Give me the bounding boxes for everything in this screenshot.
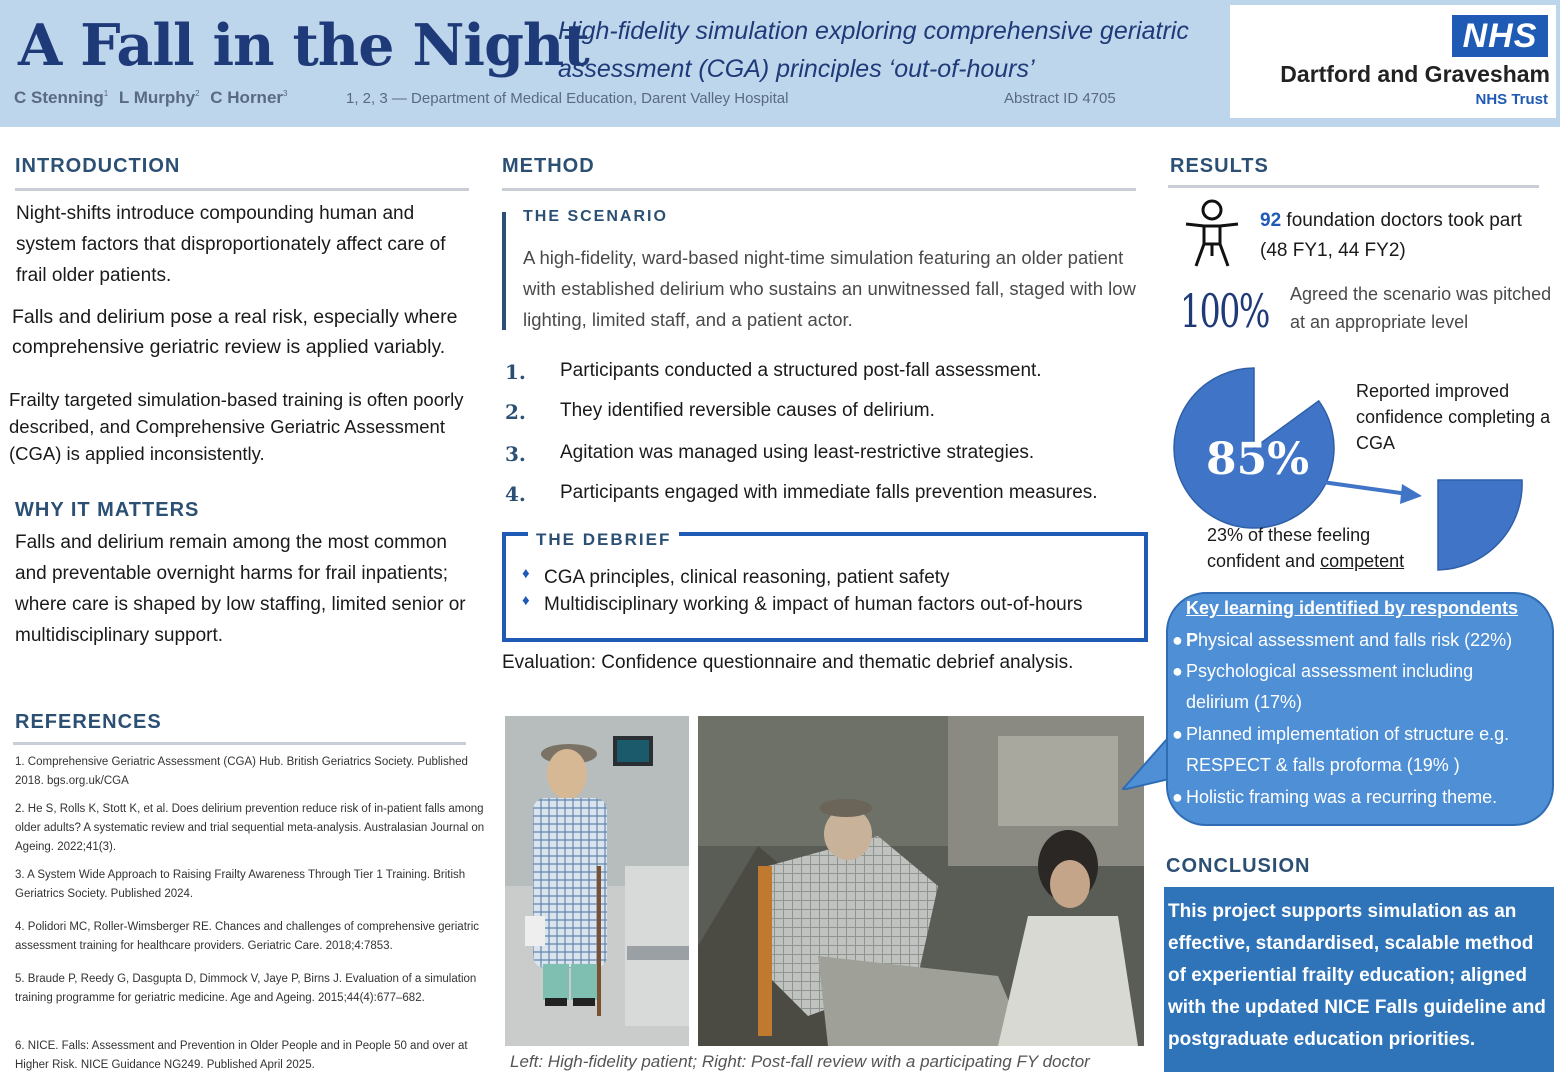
reference-item: 4. Polidori MC, Roller-Wimsberger RE. Chances and challenges of comprehensive geriatric assessment training for healthcare providers. Geriatric Care. 2018;4:7853. bbox=[15, 921, 480, 952]
participants-detail: foundation doctors took part (48 FY1, 44 FY2) bbox=[1260, 210, 1522, 261]
competent-text-link: competent bbox=[1320, 551, 1405, 571]
photo-post-fall-review bbox=[698, 716, 1144, 1046]
key-learning-item: Planned implementation of structure e.g. RESPECT & falls proforma (19% ) bbox=[1186, 724, 1510, 775]
reference-item: 1. Comprehensive Geriatric Assessment (CGA) Hub. British Geriatrics Society. Published 2018. bgs.org.uk/CGA bbox=[15, 756, 468, 787]
step-text: They identified reversible causes of delirium. bbox=[560, 400, 935, 421]
trust-subtitle: NHS Trust bbox=[1475, 91, 1548, 108]
diamond-bullet-icon: ♦ bbox=[522, 565, 530, 582]
method-heading: METHOD bbox=[502, 155, 595, 177]
section-divider bbox=[15, 188, 469, 191]
step-number: 2. bbox=[505, 400, 526, 424]
poster-subtitle: High-fidelity simulation exploring comprehensive geriatric assessment (CGA) principles ‘out-of-hours’ bbox=[558, 17, 1189, 83]
introduction-heading: INTRODUCTION bbox=[15, 155, 181, 177]
intro-paragraph: Frailty targeted simulation-based training is often poorly described, and Comprehensive Geriatric Assessment (CGA) is applied inconsistently. bbox=[9, 389, 464, 464]
key-learning-text: hysical assessment and falls risk (22%) bbox=[1198, 630, 1513, 650]
intro-paragraph: Night-shifts introduce compounding human and system factors that disproportionately affect care of frail older patients. bbox=[16, 203, 446, 286]
key-learning-bold: P bbox=[1186, 630, 1199, 650]
bullet-dot-icon: ● bbox=[1172, 661, 1183, 681]
why-text: Falls and delirium remain among the most common and preventable overnight harms for frail inpatients; where care is shaped by low staffing, limited senior or multidisciplinary support. bbox=[15, 532, 466, 646]
reference-item: 6. NICE. Falls: Assessment and Prevention in Older People and in People 50 and over at Higher Risk. NICE Guidance NG249. Published April 2025. bbox=[15, 1040, 468, 1071]
section-divider bbox=[1168, 185, 1539, 188]
nhs-trust-logo bbox=[1230, 5, 1556, 118]
debrief-item: Multidisciplinary working & impact of human factors out-of-hours bbox=[544, 594, 1083, 615]
bullet-dot-icon: ● bbox=[1172, 724, 1183, 744]
key-learning-item: Holistic framing was a recurring theme. bbox=[1186, 787, 1498, 807]
scenario-heading: THE SCENARIO bbox=[523, 208, 668, 225]
person-icon bbox=[1176, 196, 1248, 270]
author-name: C Stenning bbox=[14, 88, 104, 107]
key-learning-item: Psychological assessment including delirium (17%) bbox=[1186, 661, 1474, 712]
poster-header bbox=[0, 0, 1560, 127]
competent-pie-slice bbox=[1438, 480, 1522, 570]
arrow-head-icon bbox=[1400, 484, 1422, 504]
photo-high-fidelity-patient bbox=[505, 716, 689, 1046]
agreed-text: Agreed the scenario was pitched at an appropriate level bbox=[1290, 284, 1552, 332]
author-name: L Murphy bbox=[118, 88, 196, 107]
step-number: 4. bbox=[505, 482, 526, 506]
bullet-dot-icon: ● bbox=[1172, 630, 1183, 650]
conclusion-text: This project supports simulation as an effective, standardised, scalable method of experiential frailty education; aligned with the updated NICE Falls guideline and postgraduate education priorities. bbox=[1168, 901, 1546, 1050]
key-learning-title: Key learning identified by respondents bbox=[1186, 598, 1519, 618]
competent-text bbox=[1207, 522, 1447, 574]
abstract-id: Abstract ID 4705 bbox=[1004, 90, 1116, 107]
evaluation-text: Evaluation: Confidence questionnaire and thematic debrief analysis. bbox=[502, 652, 1074, 673]
debrief-heading: THE DEBRIEF bbox=[528, 530, 679, 550]
trust-name: Dartford and Gravesham bbox=[1280, 61, 1550, 87]
results-heading: RESULTS bbox=[1170, 155, 1269, 177]
confidence-text: Reported improved confidence completing a CGA bbox=[1356, 381, 1551, 453]
confidence-percentage: 85% bbox=[1206, 434, 1310, 485]
author-list bbox=[14, 88, 293, 108]
key-learning-item bbox=[1186, 625, 1546, 656]
scenario-text: A high-fidelity, ward-based night-time simulation featuring an older patient with established delirium who sustains an unwitnessed fall, staged with low lighting, limited staff, and a patient actor. bbox=[523, 247, 1136, 330]
affiliation: 1, 2, 3 — Department of Medical Education, Darent Valley Hospital bbox=[346, 90, 789, 107]
step-number: 3. bbox=[505, 442, 526, 466]
step-text: Participants engaged with immediate falls prevention measures. bbox=[560, 482, 1098, 503]
debrief-item: CGA principles, clinical reasoning, patient safety bbox=[544, 567, 950, 588]
reference-item: 5. Braude P, Reedy G, Dasgupta D, Dimmock V, Jaye P, Birns J. Evaluation of a simulation training programme for geriatric medicine. Age and Ageing. 2015;44(4):677–682. bbox=[15, 973, 477, 1004]
why-heading: WHY IT MATTERS bbox=[15, 499, 200, 521]
bullet-dot-icon: ● bbox=[1172, 787, 1183, 807]
reference-item: 3. A System Wide Approach to Raising Frailty Awareness Through Tier 1 Training. British Geriatrics Society. Published 2024. bbox=[15, 869, 466, 900]
author-sup: 2 bbox=[195, 89, 200, 99]
photo-caption: Left: High-fidelity patient; Right: Post-fall review with a participating FY doctor bbox=[510, 1052, 1090, 1071]
scenario-accent-bar bbox=[502, 212, 506, 330]
references-heading: REFERENCES bbox=[15, 711, 162, 733]
poster-title: A Fall in the Night bbox=[18, 12, 589, 79]
author-sup: 1 bbox=[103, 89, 109, 99]
reference-item: 2. He S, Rolls K, Stott K, et al. Does delirium prevention reduce risk of in-patient falls among older adults? A systematic review and trial sequential meta-analysis. Australasian Journal on Ageing. 2022;41(3). bbox=[15, 803, 485, 853]
step-text: Agitation was managed using least-restrictive strategies. bbox=[560, 442, 1035, 463]
section-divider bbox=[13, 742, 466, 745]
participants-text bbox=[1260, 206, 1550, 266]
diamond-bullet-icon: ♦ bbox=[522, 592, 530, 609]
nhs-badge: NHS bbox=[1452, 15, 1548, 57]
step-text: Participants conducted a structured post-fall assessment. bbox=[560, 360, 1042, 381]
conclusion-heading: CONCLUSION bbox=[1166, 855, 1311, 877]
agreed-percentage: 100% bbox=[1180, 284, 1269, 338]
step-number: 1. bbox=[505, 360, 526, 384]
competent-text-pre: 23% of these feeling confident and bbox=[1207, 525, 1371, 571]
author-sup: 3 bbox=[283, 89, 288, 99]
author-name: C Horner bbox=[210, 88, 284, 107]
intro-paragraph: Falls and delirium pose a real risk, especially where comprehensive geriatric review is applied variably. bbox=[12, 306, 458, 358]
section-divider bbox=[502, 188, 1136, 191]
participants-count: 92 bbox=[1260, 210, 1282, 231]
